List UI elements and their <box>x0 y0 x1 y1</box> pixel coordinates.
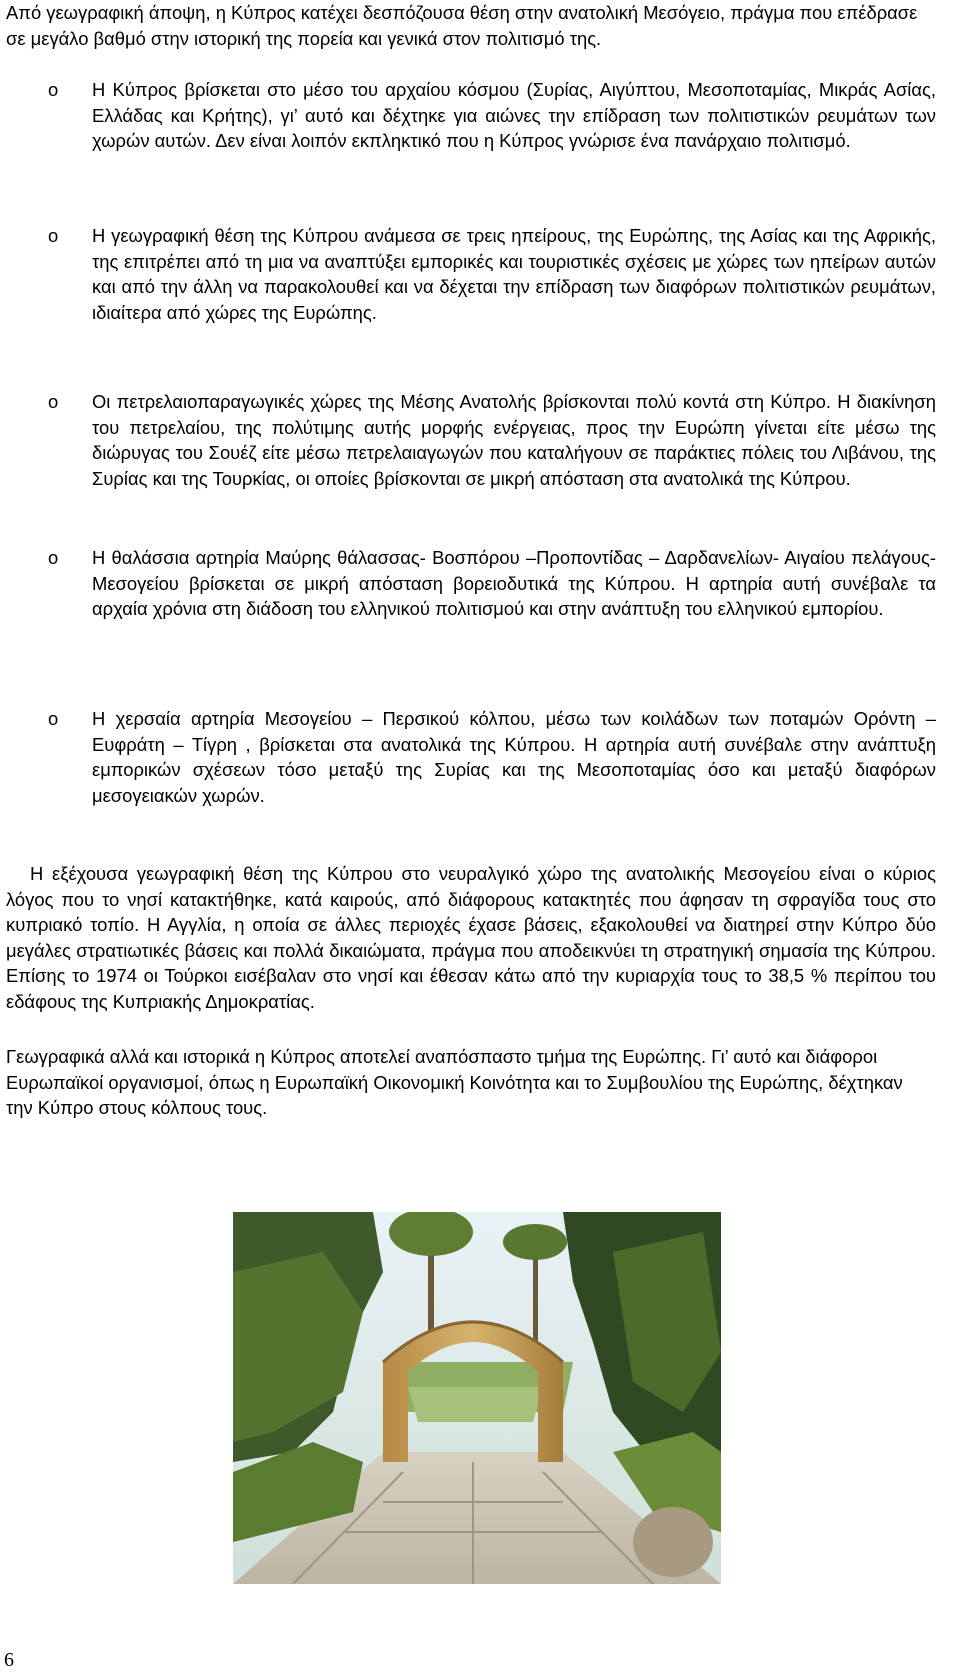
page-number: 6 <box>4 1649 14 1671</box>
bullet-text: Οι πετρελαιοπαραγωγικές χώρες της Μέσης Ανατολής βρίσκονται πολύ κοντά στη Κύπρο. Η διακίνηση του πετρελαίου, της πολύτιμης αυτής μορφής ενέργειας, προς την Ευρώπη γίνεται είτε μέσω της διώρυγας του Σουέζ είτε μέσω πετρελαιαγωγών που καταλήγουν σε παράκτιες πόλεις του Λιβάνου, της Συρίας και της Τουρκίας, οι οποίες βρίσκονται σε μικρή απόσταση στα ανατολικά της Κύπρου. <box>92 391 936 489</box>
body-paragraph: Γεωγραφικά αλλά και ιστορικά η Κύπρος αποτελεί αναπόσπαστο τμήμα της Ευρώπης. Γι’ αυτό και διάφοροι Ευρωπαϊκοί οργανισμοί, όπως η Ευρωπαϊκή Οικονομική Κοινότητα και το Συμβουλίου της Ευρώπης, δέχτηκαν την Κύπρο στους κόλπους τους. <box>6 1046 903 1119</box>
body-paragraph: Η εξέχουσα γεωγραφική θέση της Κύπρου στο νευραλγικό χώρο της ανατολικής Μεσογείου είναι ο κύριος λόγος που το νησί κατακτήθηκε, κατά καιρούς, από διάφορους κατακτητές που άφησαν τη σφραγίδα τους στο κυπριακό τοπίο. Η Αγγλία, η οποία σε άλλες περιοχές έχασε βάσεις, εξακολουθεί να διατηρεί στην Κύπρο δύο μεγάλες στρατιωτικές βάσεις και πολλά δικαιώματα, πράγμα που αποδεικνύει τη στρατηγική σημασία της Κύπρου. Επίσης το 1974 οι Τούρκοι εισέβαλαν στο νησί και έθεσαν κάτω από την κυριαρχία τους το 38,5 % περίπου του εδάφους της Κυπριακής Δημοκρατίας. <box>6 863 936 1012</box>
bullet-text: Η θαλάσσια αρτηρία Μαύρης θάλασσας- Βοσπόρου –Προποντίδας – Δαρδανελίων- Αιγαίου πελάγους- Μεσογείου βρίσκεται σε μικρή απόσταση βορειοδυτικά της Κύπρου. Η αρτηρία αυτή συνέβαλε τα αρχαία χρόνια στη διάδοση του ελληνικού πολιτισμού και στην ανάπτυξη του ελληνικού εμπορίου. <box>92 547 936 620</box>
bullet-marker: o <box>48 708 59 729</box>
bullet-text: Η γεωγραφική θέση της Κύπρου ανάμεσα σε τρεις ηπείρους, της Ευρώπης, της Ασίας και της Αφρικής, της επιτρέπει από τη μια να αναπτύξει εμπορικές και τουριστικές σχέσεις με χώρες των ηπείρων αυτών και από την άλλη να παρακολουθεί και να δέχεται την επίδραση των διαφόρων πολιτιστικών ρευμάτων, ιδιαίτερα από χώρες της Ευρώπης. <box>92 225 936 323</box>
garden-arch-photo <box>233 1212 721 1584</box>
bullet-marker: o <box>48 547 59 568</box>
bullet-marker: o <box>48 225 59 246</box>
bullet-marker: o <box>48 391 59 412</box>
bullet-marker: o <box>48 79 59 100</box>
bullet-text: Η χερσαία αρτηρία Μεσογείου – Περσικού κόλπου, μέσω των κοιλάδων των ποταμών Ορόντη – Ευφράτη – Τίγρη , βρίσκεται στα ανατολικά της Κύπρου. Η αρτηρία αυτή συνέβαλε στην ανάπτυξη εμπορικών σχέσεων τόσο μεταξύ της Συρίας και της Μεσοποταμίας όσο και μεταξύ διαφόρων μεσογειακών χωρών. <box>92 708 936 806</box>
bullet-text: Η Κύπρος βρίσκεται στο μέσο του αρχαίου κόσμου (Συρίας, Αιγύπτου, Μεσοποταμίας, Μικράς Ασίας, Ελλάδας και Κρήτης), γι’ αυτό και δέχτηκε για αιώνες την επίδραση των πολιτιστικών ρευμάτων των χωρών αυτών. Δεν είναι λοιπόν εκπληκτικό που η Κύπρος γνώρισε ένα πανάρχαιο πολιτισμό. <box>92 79 936 152</box>
intro-paragraph: Από γεωγραφική άποψη, η Κύπρος κατέχει δεσπόζουσα θέση στην ανατολική Μεσόγειο, πράγμα που επέδρασε σε μεγάλο βαθμό στην ιστορική της πορεία και γενικά στον πολιτισμό της. <box>6 2 918 49</box>
